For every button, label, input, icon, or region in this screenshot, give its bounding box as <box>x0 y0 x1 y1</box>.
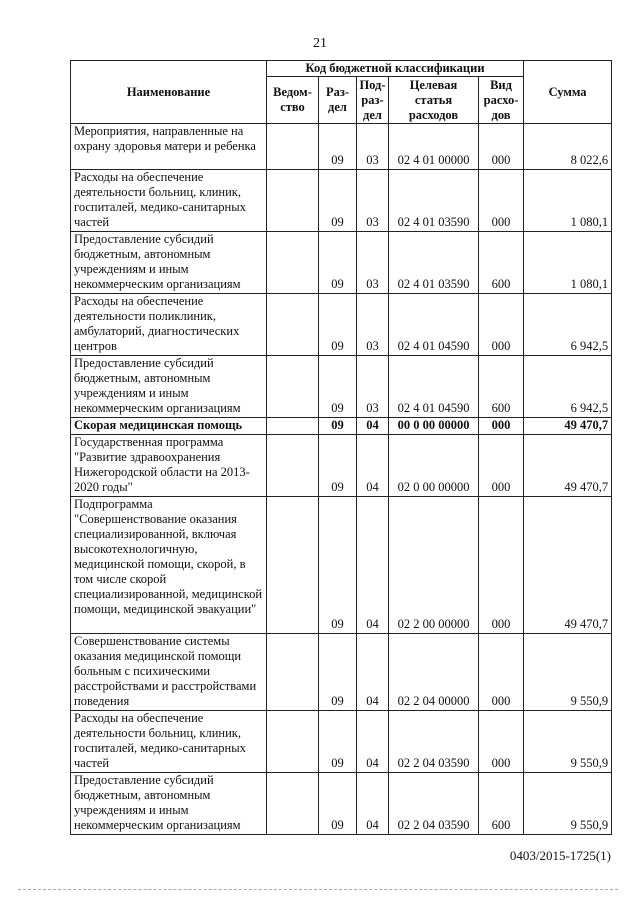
header-section: Раз-дел <box>319 77 357 124</box>
row-section: 09 <box>319 711 357 773</box>
row-department <box>267 497 319 634</box>
row-target-article: 00 0 00 00000 <box>389 418 479 435</box>
row-subsection: 03 <box>357 124 389 170</box>
row-expense-type: 000 <box>479 418 524 435</box>
row-section: 09 <box>319 773 357 835</box>
row-expense-type: 600 <box>479 232 524 294</box>
row-expense-type: 000 <box>479 435 524 497</box>
row-department <box>267 356 319 418</box>
table-row <box>71 634 612 711</box>
table-body <box>71 124 612 835</box>
row-expense-type: 600 <box>479 356 524 418</box>
scan-edge-line <box>18 889 618 890</box>
row-section: 09 <box>319 418 357 435</box>
row-name: Расходы на обеспечение деятельности больниц, клиник, госпиталей, медико-санитарных частей <box>71 711 267 773</box>
row-subsection: 04 <box>357 497 389 634</box>
row-expense-type: 000 <box>479 711 524 773</box>
table-header <box>71 61 612 124</box>
row-expense-type: 600 <box>479 773 524 835</box>
row-expense-type: 000 <box>479 294 524 356</box>
row-subsection: 03 <box>357 232 389 294</box>
row-target-article: 02 4 01 03590 <box>389 170 479 232</box>
row-subsection: 04 <box>357 711 389 773</box>
row-section: 09 <box>319 232 357 294</box>
row-name: Скорая медицинская помощь <box>71 418 267 435</box>
row-name: Расходы на обеспечение деятельности поликлиник, амбулаторий, диагностических центров <box>71 294 267 356</box>
header-target-article: Целевая статья расходов <box>389 77 479 124</box>
row-target-article: 02 2 04 03590 <box>389 711 479 773</box>
table-row <box>71 773 612 835</box>
table-row <box>71 294 612 356</box>
row-section: 09 <box>319 497 357 634</box>
row-name: Расходы на обеспечение деятельности больниц, клиник, госпиталей, медико-санитарных частей <box>71 170 267 232</box>
budget-table <box>70 60 612 835</box>
row-target-article: 02 2 04 00000 <box>389 634 479 711</box>
row-sum: 1 080,1 <box>524 232 612 294</box>
header-subsection: Под-раз-дел <box>357 77 389 124</box>
header-department: Ведом-ство <box>267 77 319 124</box>
row-subsection: 04 <box>357 418 389 435</box>
table-row <box>71 711 612 773</box>
row-target-article: 02 2 04 03590 <box>389 773 479 835</box>
header-code-group: Код бюджетной классификации <box>267 61 524 77</box>
row-subsection: 04 <box>357 773 389 835</box>
row-subsection: 03 <box>357 170 389 232</box>
table-row <box>71 497 612 634</box>
row-expense-type: 000 <box>479 170 524 232</box>
row-section: 09 <box>319 124 357 170</box>
row-name: Предоставление субсидий бюджетным, автономным учреждениям и иным некоммерческим организациям <box>71 232 267 294</box>
row-department <box>267 435 319 497</box>
row-expense-type: 000 <box>479 497 524 634</box>
row-target-article: 02 4 01 04590 <box>389 356 479 418</box>
row-section: 09 <box>319 294 357 356</box>
row-sum: 49 470,7 <box>524 418 612 435</box>
row-target-article: 02 2 00 00000 <box>389 497 479 634</box>
row-department <box>267 634 319 711</box>
row-sum: 49 470,7 <box>524 435 612 497</box>
row-sum: 49 470,7 <box>524 497 612 634</box>
row-name: Государственная программа "Развитие здравоохранения Нижегородской области на 2013-2020 годы" <box>71 435 267 497</box>
row-department <box>267 773 319 835</box>
row-sum: 9 550,9 <box>524 711 612 773</box>
row-target-article: 02 4 01 00000 <box>389 124 479 170</box>
row-subsection: 03 <box>357 294 389 356</box>
row-name: Мероприятия, направленные на охрану здоровья матери и ребенка <box>71 124 267 170</box>
row-sum: 1 080,1 <box>524 170 612 232</box>
row-sum: 6 942,5 <box>524 356 612 418</box>
row-department <box>267 418 319 435</box>
table-row <box>71 435 612 497</box>
header-name: Наименование <box>71 61 267 124</box>
header-sum: Сумма <box>524 61 612 124</box>
table-row <box>71 232 612 294</box>
page-number: 21 <box>313 36 327 51</box>
table-row <box>71 356 612 418</box>
row-target-article: 02 4 01 04590 <box>389 294 479 356</box>
row-sum: 6 942,5 <box>524 294 612 356</box>
table-row <box>71 418 612 435</box>
row-target-article: 02 0 00 00000 <box>389 435 479 497</box>
row-department <box>267 124 319 170</box>
row-section: 09 <box>319 435 357 497</box>
row-target-article: 02 4 01 03590 <box>389 232 479 294</box>
row-subsection: 04 <box>357 435 389 497</box>
row-department <box>267 232 319 294</box>
row-section: 09 <box>319 634 357 711</box>
header-expense-type: Вид расхо-дов <box>479 77 524 124</box>
document-code: 0403/2015-1725(1) <box>509 848 611 863</box>
table-row <box>71 124 612 170</box>
row-expense-type: 000 <box>479 634 524 711</box>
row-department <box>267 170 319 232</box>
row-sum: 9 550,9 <box>524 773 612 835</box>
row-name: Предоставление субсидий бюджетным, автономным учреждениям и иным некоммерческим организациям <box>71 356 267 418</box>
row-subsection: 04 <box>357 634 389 711</box>
row-expense-type: 000 <box>479 124 524 170</box>
row-subsection: 03 <box>357 356 389 418</box>
row-name: Совершенствование системы оказания медицинской помощи больным с психическими расстройствами и расстройствами поведения <box>71 634 267 711</box>
row-department <box>267 711 319 773</box>
row-department <box>267 294 319 356</box>
row-sum: 8 022,6 <box>524 124 612 170</box>
row-name: Подпрограмма "Совершенствование оказания специализированной, включая высокотехнологичную, медицинской помощи, скорой, в том числе скорой специализированной, медицинской помощи, медицинской эвакуации" <box>71 497 267 634</box>
row-sum: 9 550,9 <box>524 634 612 711</box>
row-section: 09 <box>319 356 357 418</box>
row-name: Предоставление субсидий бюджетным, автономным учреждениям и иным некоммерческим организациям <box>71 773 267 835</box>
table-row <box>71 170 612 232</box>
row-section: 09 <box>319 170 357 232</box>
